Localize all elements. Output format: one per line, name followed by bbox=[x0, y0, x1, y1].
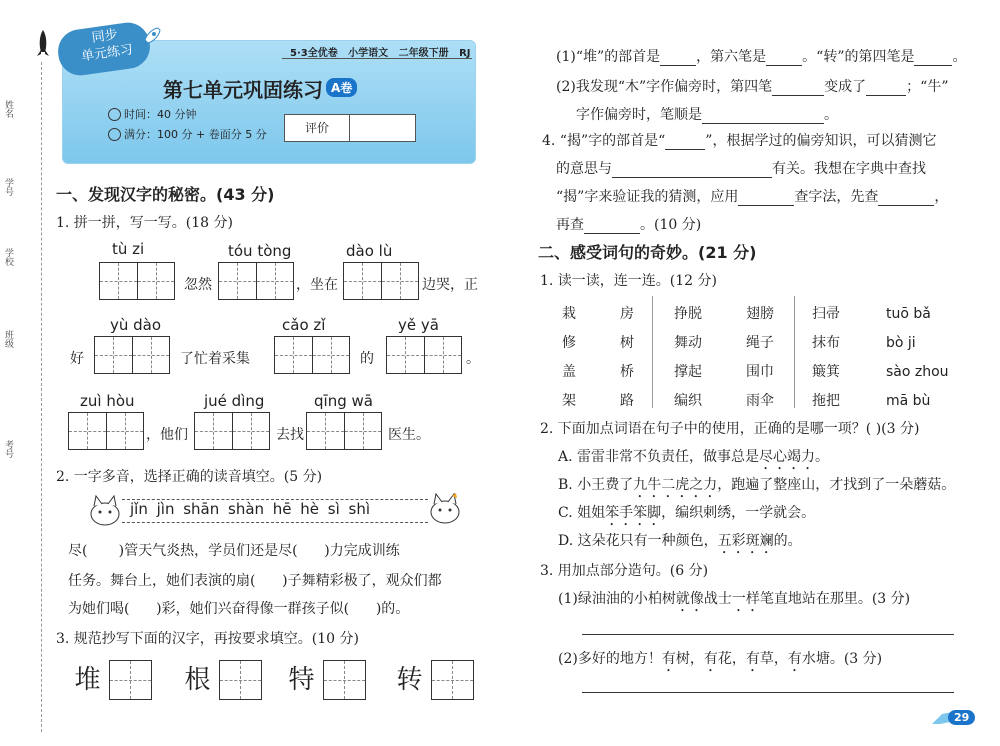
q3-sub3-b: 。 bbox=[824, 107, 838, 123]
q3-sub1-b: ，第六笔是 bbox=[696, 49, 767, 65]
q4-l2-b: 有关。我想在字典中查找 bbox=[772, 161, 926, 177]
q2-line3-b: )彩，她们兴奋得像一群孩子似( bbox=[156, 601, 350, 617]
cat-icon-right bbox=[428, 492, 462, 528]
match-col-4 bbox=[746, 300, 774, 416]
text-caiji: 了忙着采集 bbox=[180, 351, 250, 367]
margin-label-name: 姓名 bbox=[3, 100, 13, 118]
s1-dot-b: 一样 bbox=[731, 591, 760, 607]
option-a[interactable] bbox=[558, 446, 829, 473]
match-pinyin[interactable]: tuō bǎ bbox=[886, 306, 931, 322]
q4-line-2 bbox=[556, 158, 926, 178]
right-page bbox=[500, 0, 1000, 746]
margin-label-school: 学校 bbox=[3, 248, 13, 266]
q3-sub2 bbox=[556, 76, 948, 96]
option-d-dotted: 五彩斑斓 bbox=[717, 533, 774, 549]
s1-dot-a: 就像 bbox=[675, 591, 704, 607]
q2-line1-c: )力完成训练 bbox=[324, 543, 400, 559]
q2-line3-a: 为她们喝( bbox=[68, 601, 130, 617]
q4-line-3 bbox=[556, 186, 948, 206]
blank-then-lookup[interactable] bbox=[584, 233, 640, 234]
evaluation-label: 评价 bbox=[285, 115, 350, 141]
q3-sub1 bbox=[556, 46, 966, 66]
q2-line1-b: )管天气炎热，学员们还是尽( bbox=[118, 543, 298, 559]
section-1-heading: 一、发现汉字的秘密。(43 分) bbox=[56, 185, 275, 204]
match-pinyin[interactable]: sào zhou bbox=[886, 364, 949, 380]
q4-l1-a: 4. “揭”字的部首是“ bbox=[542, 133, 666, 149]
blank-first-lookup[interactable] bbox=[878, 205, 934, 206]
match-word[interactable]: 簸箕 bbox=[812, 364, 840, 380]
s2-dot-3: 有 bbox=[745, 651, 760, 667]
pinyin-qingwa: qīng wā bbox=[314, 392, 373, 410]
match-word[interactable]: 房 bbox=[620, 306, 634, 322]
match-word[interactable]: 扫帚 bbox=[812, 306, 840, 322]
pinyin-caozi: cǎo zǐ bbox=[282, 316, 326, 334]
match-col-3 bbox=[674, 300, 702, 416]
answer-line-1[interactable] bbox=[582, 634, 954, 635]
writing-grid-qingwa[interactable] bbox=[306, 412, 382, 450]
model-char-gen: 根 bbox=[176, 660, 219, 700]
edition-name: RJ bbox=[459, 48, 471, 59]
match-word[interactable]: 翅膀 bbox=[746, 306, 774, 322]
sentence-2 bbox=[558, 648, 882, 675]
q2-line-3 bbox=[68, 598, 409, 618]
q3-sub1-c: 。“转”的第四笔是 bbox=[802, 49, 915, 65]
option-d-end: 的。 bbox=[773, 533, 802, 549]
text-de: 的 bbox=[360, 351, 374, 367]
sentence-1 bbox=[558, 588, 910, 615]
q4-l3-c: ， bbox=[934, 189, 949, 205]
match-word[interactable]: 修 bbox=[562, 335, 576, 351]
blank-jie-meaning[interactable] bbox=[612, 177, 772, 178]
option-a-dotted: 尽心竭力 bbox=[759, 449, 816, 465]
p2-q1-prompt: 1. 读一读，连一连。(12 分) bbox=[540, 273, 717, 289]
q2-line1-a: 尽( bbox=[68, 543, 88, 559]
match-word[interactable]: 路 bbox=[620, 393, 634, 409]
match-pinyin[interactable]: bò ji bbox=[886, 335, 916, 351]
option-c[interactable] bbox=[558, 502, 815, 529]
time-info: 时间：40 分钟 bbox=[124, 108, 197, 121]
subject-name: 小学语文 bbox=[348, 48, 389, 59]
text-zuozai: ，坐在 bbox=[296, 277, 338, 293]
match-col-5 bbox=[812, 300, 840, 416]
badge-line-2: 单元练习 bbox=[80, 42, 134, 65]
s2-text: (2)多好的地方！ bbox=[558, 651, 662, 667]
q3-sub3 bbox=[576, 104, 838, 124]
option-d-text: D. 这朵花只有一种颜色， bbox=[558, 533, 718, 549]
q3-sub1-d: 。 bbox=[952, 49, 967, 65]
writing-grid-toutong[interactable] bbox=[218, 262, 294, 300]
section-2-heading: 二、感受词句的奇妙。(21 分) bbox=[538, 243, 757, 262]
margin-label-class: 班级 bbox=[3, 330, 13, 348]
option-b-end: ，跑遍了整座山，才找到了一朵蘑菇。 bbox=[717, 477, 956, 493]
option-b-dotted: 九牛二虎之力 bbox=[633, 477, 718, 493]
match-col-6 bbox=[886, 300, 949, 416]
s2-t3: 草， bbox=[759, 651, 788, 667]
p2-q2-prompt: 2. 下面加点词语在句子中的使用，正确的是哪一项？( )(3 分) bbox=[540, 421, 920, 437]
match-word[interactable]: 抹布 bbox=[812, 335, 840, 351]
page-number: 29 bbox=[948, 710, 975, 725]
blank-dui-stroke6[interactable] bbox=[766, 65, 802, 66]
q3-sub2-b: 变成了 bbox=[824, 79, 867, 95]
q3-sub2-a: (2)我发现“木”字作偏旁时，第四笔 bbox=[556, 79, 773, 95]
check-icon bbox=[108, 128, 121, 141]
pronunciation-options: jǐn jìn shān shàn hē hè sì shì bbox=[130, 500, 371, 518]
q4-line-4 bbox=[556, 214, 701, 234]
binding-line bbox=[41, 62, 42, 732]
option-a-text: A. 雷雷非常不负责任，做事总是 bbox=[558, 449, 760, 465]
q3-sub2-c: ；“牛” bbox=[906, 79, 949, 95]
s1-end: 笔直地站在那里。(3 分) bbox=[759, 591, 911, 607]
rocket-badge-icon bbox=[140, 26, 162, 52]
q3-prompt: 3. 规范抄写下面的汉字，再按要求填空。(10 分) bbox=[56, 631, 359, 647]
match-divider-1 bbox=[652, 296, 653, 408]
q2-line2-a: 任务。舞台上，她们表演的扇( bbox=[68, 573, 256, 589]
writing-grid-caozi[interactable] bbox=[274, 336, 350, 374]
pinyin-yeya: yě yā bbox=[398, 316, 439, 334]
blank-lookup-method[interactable] bbox=[738, 205, 794, 206]
option-c-end: ，编织刺绣，一学就会。 bbox=[661, 505, 816, 521]
text-biankuzheng: 边哭，正 bbox=[422, 277, 478, 293]
rocket-icon bbox=[36, 30, 50, 62]
match-word[interactable]: 围巾 bbox=[746, 364, 774, 380]
match-pinyin[interactable]: mā bù bbox=[886, 393, 931, 409]
header-rule bbox=[282, 58, 472, 59]
pinyin-toutong: tóu tòng bbox=[228, 242, 292, 260]
q3-sub3-a: 字作偏旁时，笔顺是 bbox=[576, 107, 702, 123]
q2-line2-b: )子舞精彩极了，观众们都 bbox=[282, 573, 442, 589]
s2-dot-4: 有 bbox=[787, 651, 802, 667]
pinyin-daolu: dào lù bbox=[346, 242, 393, 260]
match-word[interactable]: 挣脱 bbox=[674, 306, 702, 322]
writing-grid-jueding[interactable] bbox=[194, 412, 270, 450]
option-b[interactable] bbox=[558, 474, 955, 501]
text-yisheng: 医生。 bbox=[388, 427, 430, 443]
q2-line-1 bbox=[68, 540, 400, 560]
blank-mu-changed[interactable] bbox=[866, 95, 906, 96]
q4-l2-a: 的意思与 bbox=[556, 161, 612, 177]
margin-label-id: 学号 bbox=[3, 178, 13, 196]
evaluation-field[interactable] bbox=[350, 115, 415, 141]
q3-sub1-a: (1)“堆”的部首是 bbox=[556, 49, 661, 65]
text-quzhao: 去找 bbox=[276, 427, 304, 443]
s2-end: 水塘。(3 分) bbox=[801, 651, 883, 667]
blank-dui-radical[interactable] bbox=[660, 65, 696, 66]
clock-icon bbox=[108, 108, 121, 121]
text-period: 。 bbox=[466, 351, 480, 367]
pinyin-zuihou: zuì hòu bbox=[80, 392, 135, 410]
blank-jie-radical[interactable] bbox=[665, 149, 705, 150]
model-char-zhuan: 转 bbox=[388, 660, 431, 700]
title-tag: A卷 bbox=[326, 78, 357, 97]
text-tamen: ，他们 bbox=[146, 427, 188, 443]
match-col-2 bbox=[620, 300, 634, 416]
q4-line-1 bbox=[542, 130, 936, 150]
match-word[interactable]: 编织 bbox=[674, 393, 702, 409]
s2-dot-2: 有 bbox=[703, 651, 718, 667]
writing-grid-tuzi[interactable] bbox=[99, 262, 175, 300]
text-huran: 忽然 bbox=[184, 277, 212, 293]
writing-grid-zuihou[interactable] bbox=[68, 412, 144, 450]
model-char-te: 特 bbox=[280, 660, 323, 700]
blank-niu-order[interactable] bbox=[702, 123, 824, 124]
blank-mu-stroke4[interactable] bbox=[772, 95, 824, 96]
match-word[interactable]: 拖把 bbox=[812, 393, 840, 409]
text-hao: 好 bbox=[70, 351, 84, 367]
q4-l1-b: ”，根据学过的偏旁知识，可以猜测它 bbox=[705, 133, 937, 149]
series-name: 5·3全优卷 bbox=[290, 48, 338, 59]
pinyin-yudao: yù dào bbox=[110, 316, 162, 334]
match-col-1 bbox=[562, 300, 576, 416]
match-word[interactable]: 栽 bbox=[562, 306, 576, 322]
q4-l3-b: 查字法，先查 bbox=[794, 189, 879, 205]
writing-grid-yudao[interactable] bbox=[94, 336, 170, 374]
option-c-dotted: 笨手笨脚 bbox=[605, 505, 662, 521]
s2-t2: 花， bbox=[717, 651, 746, 667]
q2-line-2 bbox=[68, 570, 442, 590]
s1-text: (1)绿油油的小柏树 bbox=[558, 591, 676, 607]
match-word[interactable]: 桥 bbox=[620, 364, 634, 380]
q1-prompt: 1. 拼一拼，写一写。(18 分) bbox=[56, 215, 233, 231]
option-c-text: C. 姐姐 bbox=[558, 505, 606, 521]
q4-l4-b: 。(10 分) bbox=[640, 217, 702, 233]
match-word[interactable]: 架 bbox=[562, 393, 576, 409]
s2-t1: 树， bbox=[675, 651, 704, 667]
s1-text-b: 战士 bbox=[703, 591, 732, 607]
pinyin-tuzi: tù zi bbox=[112, 240, 145, 258]
option-b-text: B. 小王费了 bbox=[558, 477, 634, 493]
option-a-end: 。 bbox=[815, 449, 830, 465]
writing-grid-daolu[interactable] bbox=[343, 262, 419, 300]
blank-zhuan-stroke4[interactable] bbox=[914, 65, 952, 66]
pinyin-jueding: jué dìng bbox=[204, 392, 265, 410]
page-title: 第七单元巩固练习 bbox=[163, 78, 323, 102]
match-divider-2 bbox=[794, 296, 795, 408]
grade-name: 二年级下册 bbox=[398, 48, 449, 59]
match-word[interactable]: 舞动 bbox=[674, 335, 702, 351]
q4-l3-a: “揭”字来验证我的猜测，应用 bbox=[556, 189, 739, 205]
margin-label-exam: 考号 bbox=[3, 440, 13, 458]
cat-icon-left bbox=[88, 494, 122, 530]
q4-l4-a: 再查 bbox=[556, 217, 584, 233]
series-info bbox=[290, 44, 471, 59]
score-info: 满分：100 分 + 卷面分 5 分 bbox=[124, 128, 267, 141]
match-word[interactable]: 树 bbox=[620, 335, 634, 351]
option-d[interactable] bbox=[558, 530, 802, 557]
evaluation-box bbox=[284, 114, 416, 142]
p2-q3-prompt: 3. 用加点部分造句。(6 分) bbox=[540, 563, 709, 579]
writing-grid-yeya[interactable] bbox=[386, 336, 462, 374]
answer-line-2[interactable] bbox=[582, 692, 954, 693]
match-word[interactable]: 雨伞 bbox=[746, 393, 774, 409]
match-word[interactable]: 绳子 bbox=[746, 335, 774, 351]
match-word[interactable]: 撑起 bbox=[674, 364, 702, 380]
s2-dot-1: 有 bbox=[661, 651, 676, 667]
match-word[interactable]: 盖 bbox=[562, 364, 576, 380]
q2-line3-c: )的。 bbox=[375, 601, 410, 617]
badge-line-1: 同步 bbox=[90, 27, 119, 46]
q2-prompt: 2. 一字多音，选择正确的读音填空。(5 分) bbox=[56, 469, 323, 485]
model-char-dui: 堆 bbox=[66, 660, 109, 700]
